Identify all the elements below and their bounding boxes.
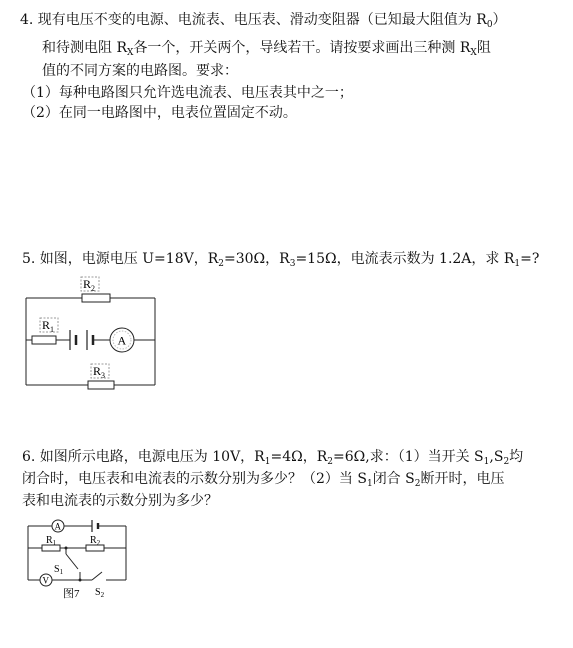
q6-line-3: 表和电流表的示数分别为多少？ [22,493,218,509]
label-r2: $R_2$ [83,277,96,293]
label-s1: $S_1$ [54,564,64,576]
label-r1: $R_1$ [42,318,55,334]
figure-caption: 图7 [63,588,80,600]
resistor-r1 [32,336,56,344]
q5-question-text: 5. 如图，电源电压 U=18V，$R_2=30\Omega$，$R_3=15\Omega$，电流表示数为 1.2A，求 $R_1=$? [22,251,540,269]
q5-circuit-diagram [20,272,170,397]
resistor-r2 [82,294,110,302]
q4-requirement-2: （2）在同一电路图中，电表位置固定不动。 [22,105,297,121]
battery-icon [70,330,93,350]
q6-line-2: 闭合时，电压表和电流表的示数分别为多少？（2）当 $S_1$闭合 $S_2$断开时，电压 [22,471,505,489]
label-s2: $S_2$ [95,587,105,599]
svg-text:V: V [42,575,49,586]
label-r3: $R_3$ [93,364,106,380]
q6-circuit-diagram [22,514,137,608]
q4-line-1: 4. 现有电压不变的电源、电流表、电压表、滑动变阻器（已知最大阻值为 $R_0$） [20,12,507,30]
label-r2: $R_2$ [90,535,101,547]
q4-requirement-1: （1）每种电路图只允许选电流表、电压表其中之一； [22,85,353,101]
q4-line-2: 和待测电阻 $R_X$各一个，开关两个，导线若干。请按要求画出三种测 $R_X$阻 [42,40,491,58]
svg-text:A: A [54,521,61,532]
label-r1: $R_1$ [46,535,57,547]
resistor-r3 [88,381,114,389]
q6-line-1: 6. 如图所示电路，电源电压为 10V，$R_1=4\Omega$，$R_2=6\Omega$,求：（1）当开关 $S_1,S_2$均 [22,449,524,467]
q4-line-3: 值的不同方案的电路图。要求： [42,63,238,79]
battery-icon [92,520,98,532]
svg-text:A: A [117,333,127,348]
